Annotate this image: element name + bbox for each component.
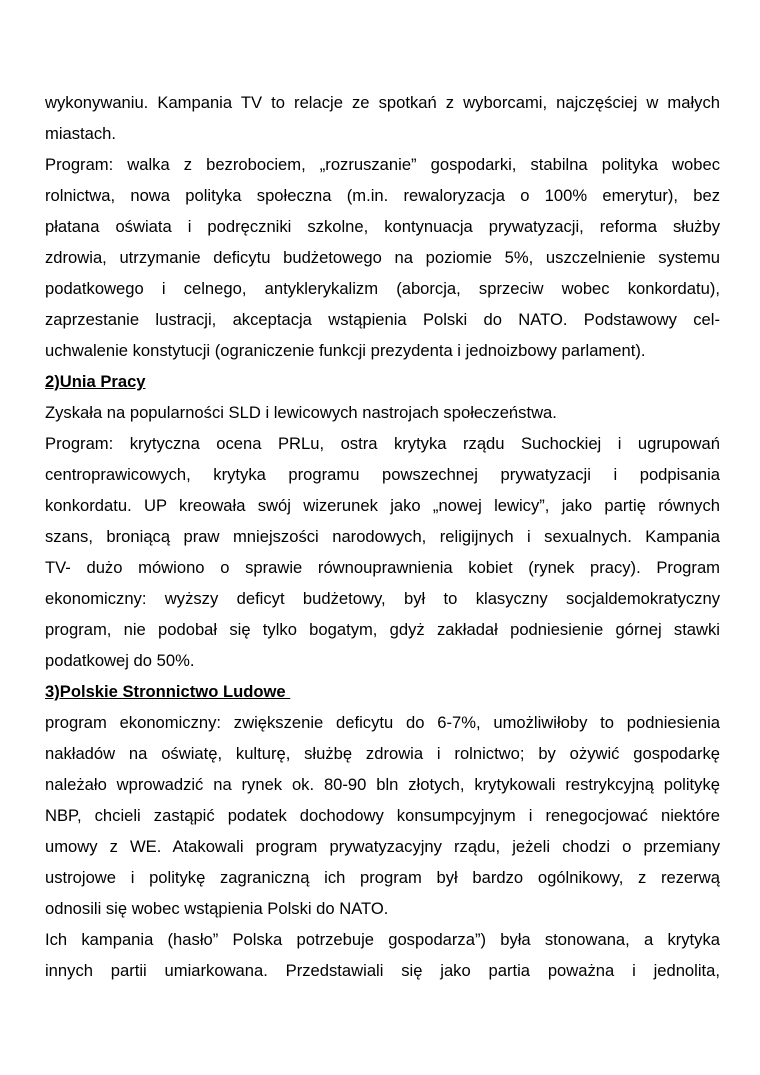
text-line: umowy z WE. Atakowali program prywatyzacyjny rządu, jeżeli chodzi o przemiany: [45, 837, 720, 856]
text-line: nakładów na oświatę, kulturę, służbę zdrowia i rolnictwo; by ożywić gospodarkę: [45, 744, 720, 763]
text-line: centroprawicowych, krytyka programu powszechnej prywatyzacji i podpisania: [45, 465, 720, 484]
text-line: wykonywaniu. Kampania TV to relacje ze spotkań z wyborcami, najczęściej w małych: [45, 93, 720, 112]
text-line: należało wprowadzić na rynek ok. 80-90 bln złotych, krytykowali restrykcyjną politykę: [45, 775, 720, 794]
text-line: miastach.: [45, 124, 117, 143]
text-line: ekonomiczny: wyższy deficyt budżetowy, był to klasyczny socjaldemokratyczny: [45, 589, 720, 608]
text-line: Zyskała na popularności SLD i lewicowych nastrojach społeczeństwa.: [45, 403, 557, 422]
section-heading-psl: 3)Polskie Stronnictwo Ludowe: [45, 682, 291, 701]
text-line: Program: walka z bezrobociem, „rozruszanie” gospodarki, stabilna polityka wobec: [45, 155, 720, 174]
text-line: program ekonomiczny: zwiększenie deficytu do 6-7%, umożliwiłoby to podniesienia: [45, 713, 720, 732]
text-line: NBP, chcieli zastąpić podatek dochodowy konsumpcyjnym i renegocjować niektóre: [45, 806, 720, 825]
text-line: Program: krytyczna ocena PRLu, ostra krytyka rządu Suchockiej i ugrupowań: [45, 434, 720, 453]
text-line: rolnictwa, nowa polityka społeczna (m.in. rewaloryzacja o 100% emerytur), bez: [45, 186, 720, 205]
text-line: konkordatu. UP kreowała swój wizerunek jako „nowej lewicy”, jako partię równych: [45, 496, 720, 515]
text-line: innych partii umiarkowana. Przedstawiali się jako partia poważna i jednolita,: [45, 961, 720, 980]
text-line: odnosili się wobec wstąpienia Polski do NATO.: [45, 899, 389, 918]
text-line: podatkowego i celnego, antyklerykalizm (aborcja, sprzeciw wobec konkordatu),: [45, 279, 720, 298]
document-page: [45, 87, 720, 986]
text-line: płatana oświata i podręczniki szkolne, kontynuacja prywatyzacji, reforma służby: [45, 217, 720, 236]
text-line: TV- dużo mówiono o sprawie równouprawnienia kobiet (rynek pracy). Program: [45, 558, 720, 577]
text-line: Ich kampania (hasło” Polska potrzebuje gospodarza”) była stonowana, a krytyka: [45, 930, 720, 949]
section-heading-unia-pracy: 2)Unia Pracy: [45, 372, 146, 391]
text-line: zdrowia, utrzymanie deficytu budżetowego na poziomie 5%, uszczelnienie systemu: [45, 248, 720, 267]
text-line: podatkowej do 50%.: [45, 651, 195, 670]
text-line: szans, broniącą praw mniejszości narodowych, religijnych i sexualnych. Kampania: [45, 527, 720, 546]
text-line: program, nie podobał się tylko bogatym, gdyż zakładał podniesienie górnej stawki: [45, 620, 720, 639]
text-line: ustrojowe i politykę zagraniczną ich program był bardzo ogólnikowy, z rezerwą: [45, 868, 720, 887]
text-line: uchwalenie konstytucji (ograniczenie funkcji prezydenta i jednoizbowy parlament).: [45, 341, 646, 360]
text-line: zaprzestanie lustracji, akceptacja wstąpienia Polski do NATO. Podstawowy cel-: [45, 310, 720, 329]
